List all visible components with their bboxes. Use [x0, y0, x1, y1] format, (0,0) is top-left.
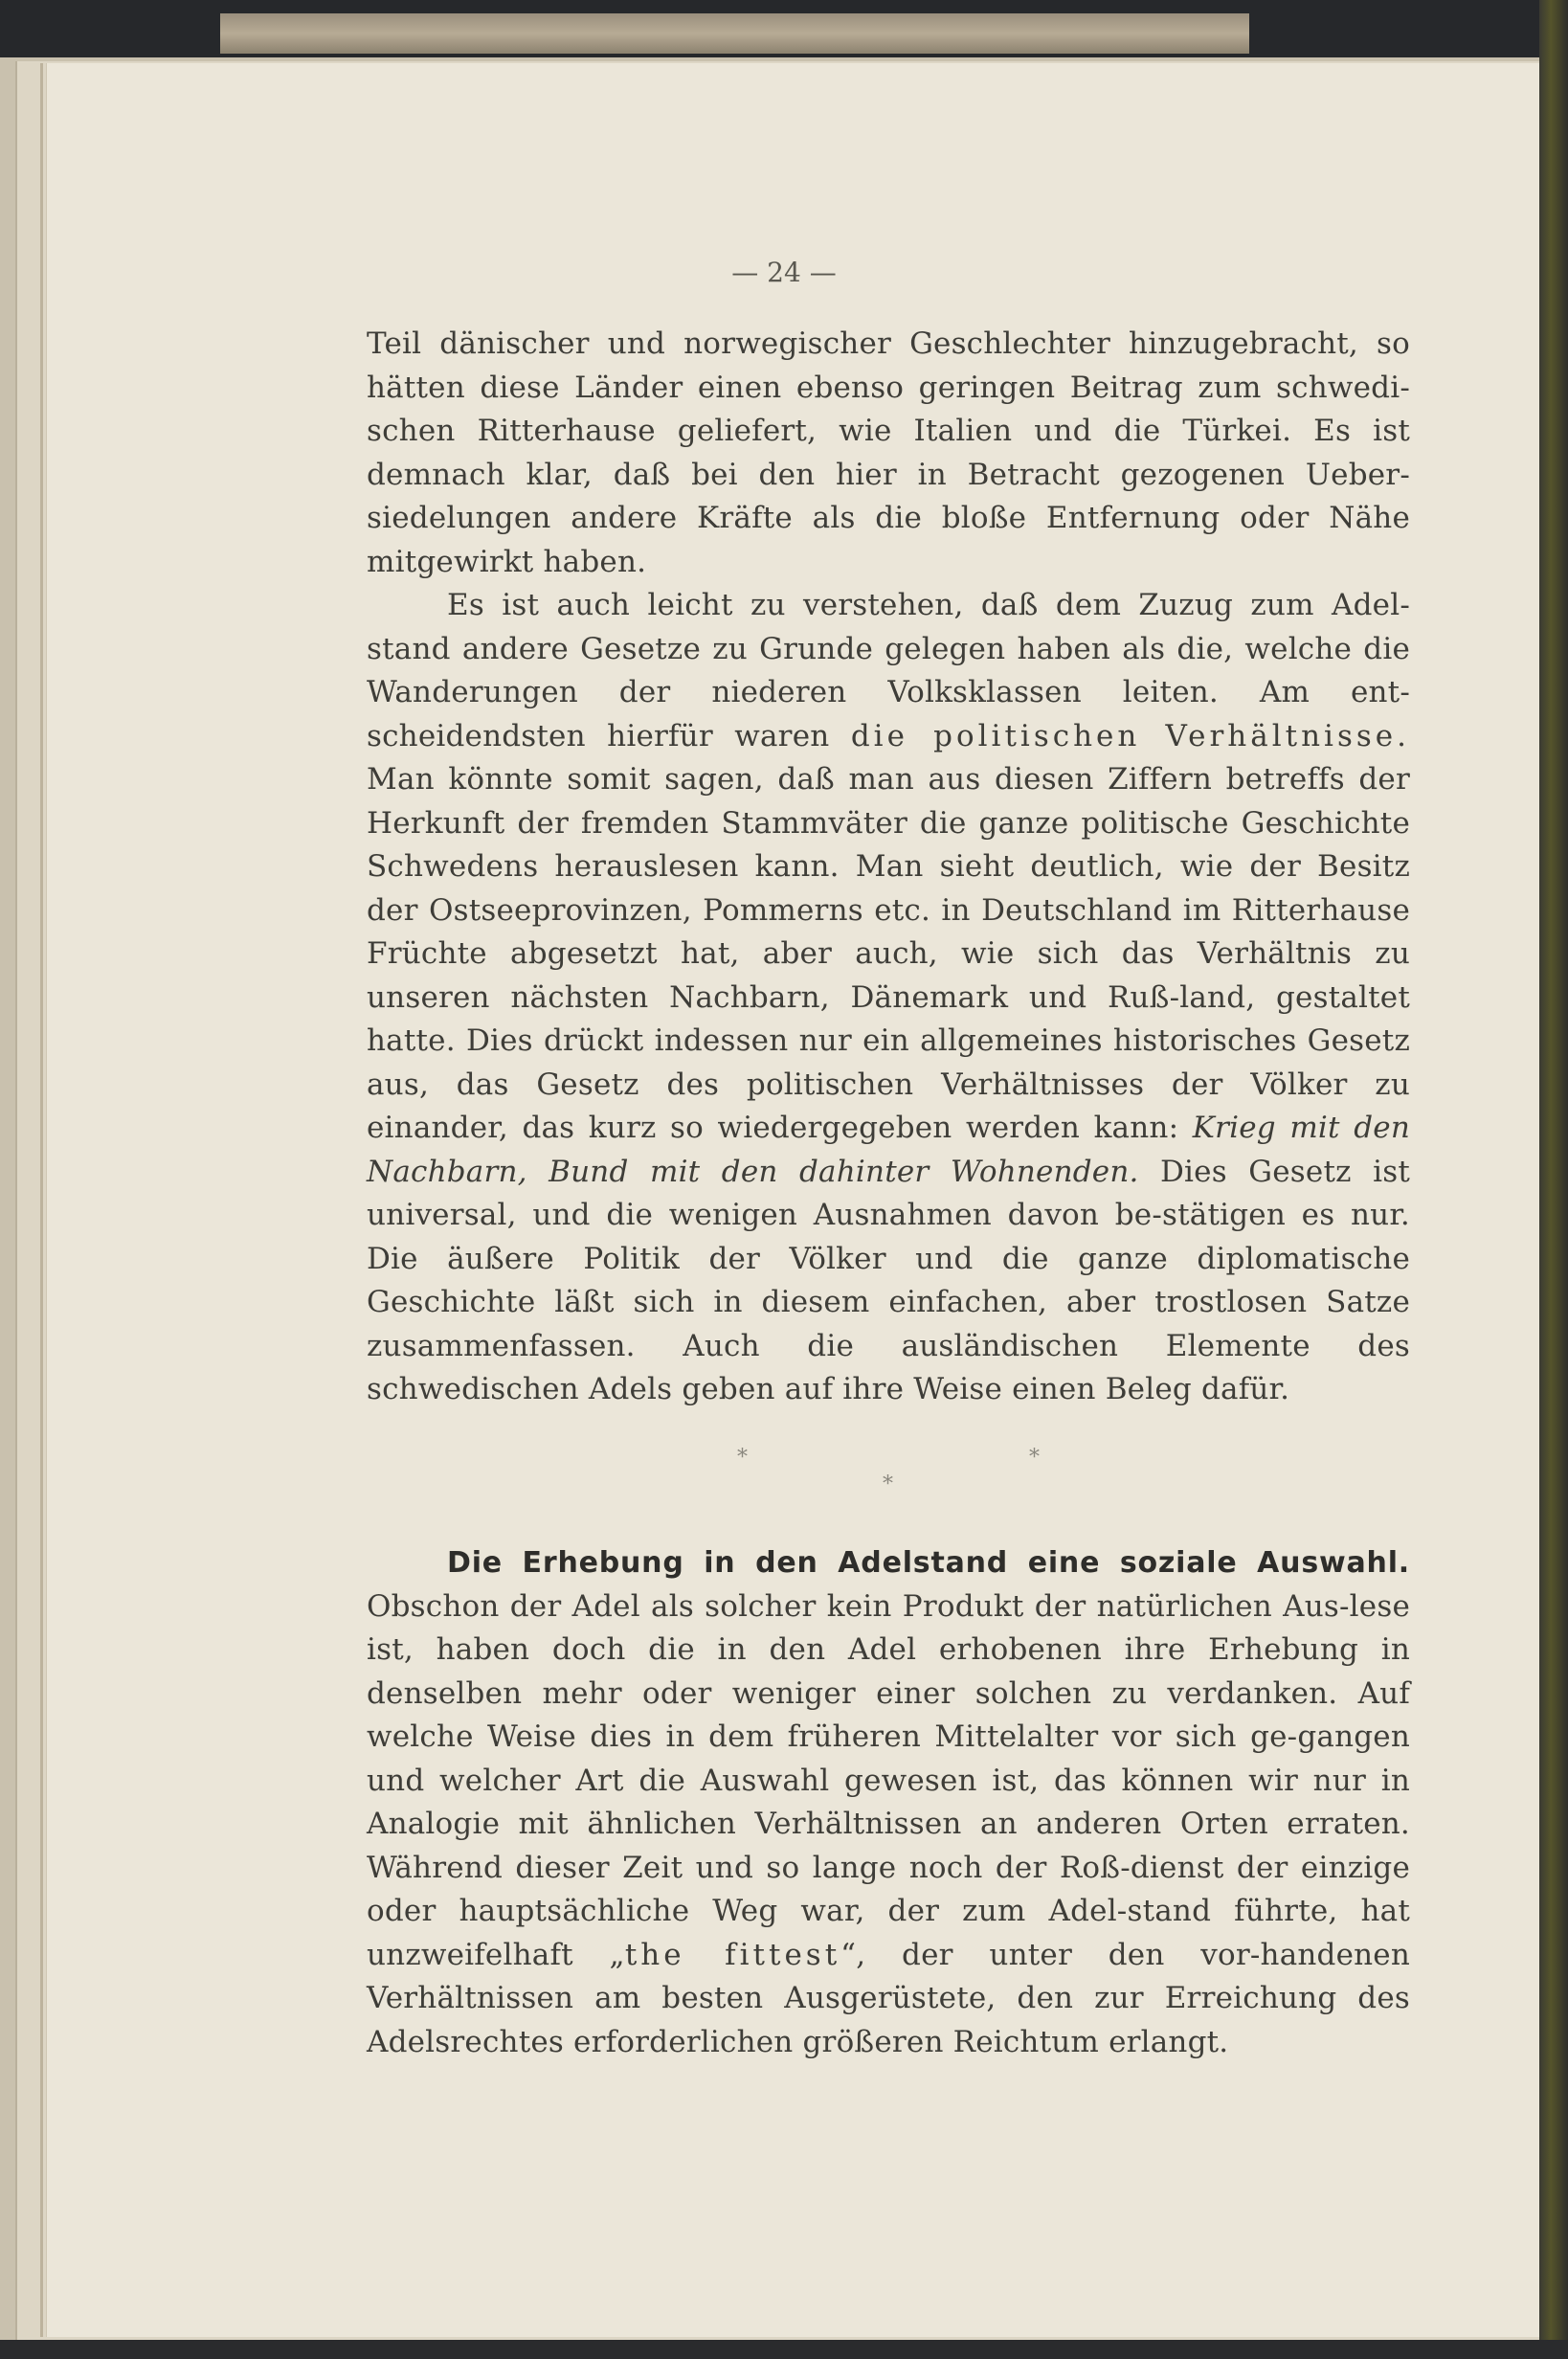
book-cover-edge: [1539, 0, 1568, 2359]
section-one-text: [367, 323, 1410, 1412]
p1-line-4: demnach klar, daß bei den hier in Betracht gezogenen Ueber-: [367, 457, 1410, 492]
p1-line-1: Teil dänischer und norwegischer Geschlechter hinzugebracht, so: [367, 326, 1410, 361]
p1-line-3: schen Ritterhause geliefert, wie Italien und die Türkei. Es ist: [367, 414, 1410, 448]
p1-line-2: hätten diese Länder einen ebenso geringen Beitrag zum schwedi-: [367, 370, 1410, 405]
p3-text-a: Obschon der Adel als solcher kein Produkt der natürlichen Aus-lese ist, haben doch die in den Adel erhobenen ihre Erhebung in denselben mehr oder weniger einer solchen zu verdanken. Auf welche Weise dies in dem früheren Mittelalter vor sich ge-gangen und welcher Art die Auswahl gewesen ist, das können wir nur in Analogie mit ähnlichen Verhältnissen an anderen Orten erraten. Während dieser Zeit und so lange noch der Roß-dienst der einzige oder hauptsächliche Weg war, der zum Adel-stand führte, hat unzweifelhaft „: [367, 1588, 1410, 1972]
p3-spaced-emphasis: the fittest: [624, 1937, 841, 1972]
p2-italic-emphasis: Krieg mit den Nachbarn, Bund mit den dahinter Wohnenden.: [367, 1111, 1410, 1189]
p3-text-b: “, der unter den vor-handenen Verhältnissen am besten Ausgerüstete, den zur Erreichung des Adelsrechtes erforderlichen größeren Reichtum erlangt.: [367, 1937, 1411, 2059]
page-number: [0, 257, 1568, 288]
scan-top-strip: [220, 13, 1249, 54]
section-heading: Die Erhebung in den Adelstand eine soziale Auswahl.: [447, 1546, 1410, 1580]
p2-text-a: Es ist auch leicht zu verstehen, daß dem Zuzug zum Adel-stand andere Gesetze zu Grunde gelegen haben als die, welche die Wanderungen der niederen Volksklassen leiten. Am ent-scheidendsten hierfür waren: [367, 588, 1410, 753]
section-two-text: [367, 1541, 1410, 2064]
paragraph-social-selection: [367, 1541, 1410, 2064]
paragraph-continuation: [367, 323, 1410, 584]
section-separator: [0, 1446, 1568, 1503]
p2-spaced-emphasis: die politischen Verhältnisse.: [850, 718, 1410, 753]
p1-line-6: mitgewirkt haben.: [367, 544, 647, 579]
page-number-text: — 24 —: [731, 257, 837, 288]
separator-star-center: *: [883, 1472, 893, 1496]
paragraph-political-relations: [367, 584, 1410, 1412]
separator-star-left: *: [737, 1446, 748, 1470]
separator-star-right: *: [1029, 1446, 1040, 1470]
p1-line-5: siedelungen andere Kräfte als die bloße Entfernung oder Nähe: [367, 501, 1410, 535]
p2-text-c: Dies Gesetz ist universal, und die wenigen Ausnahmen davon be-stätigen es nur. Die äußere Politik der Völker und die ganze diplomatische Geschichte läßt sich in diesem einfachen, aber trostlosen Satze zusammenfassen. Auch die ausländischen Elemente des schwedischen Adels geben auf ihre Weise einen Beleg dafür.: [367, 1154, 1410, 1406]
p2-text-b: Man könnte somit sagen, daß man aus diesen Ziffern betreffs der Herkunft der fremden Stammväter die ganze politische Geschichte Schwedens herauslesen kann. Man sieht deutlich, wie der Besitz der Ostseeprovinzen, Pommerns etc. in Deutschland im Ritterhause Früchte abgesetzt hat, aber auch, wie sich das Verhältnis zu unseren nächsten Nachbarn, Dänemark und Ruß-land, gestaltet hatte. Dies drückt indessen nur ein allgemeines historisches Gesetz aus, das Gesetz des politischen Verhältnisses der Völker zu einander, das kurz so wiedergegeben werden kann:: [367, 762, 1410, 1145]
scan-bottom-strip: [0, 2340, 1568, 2359]
page-edge: [40, 63, 43, 2337]
